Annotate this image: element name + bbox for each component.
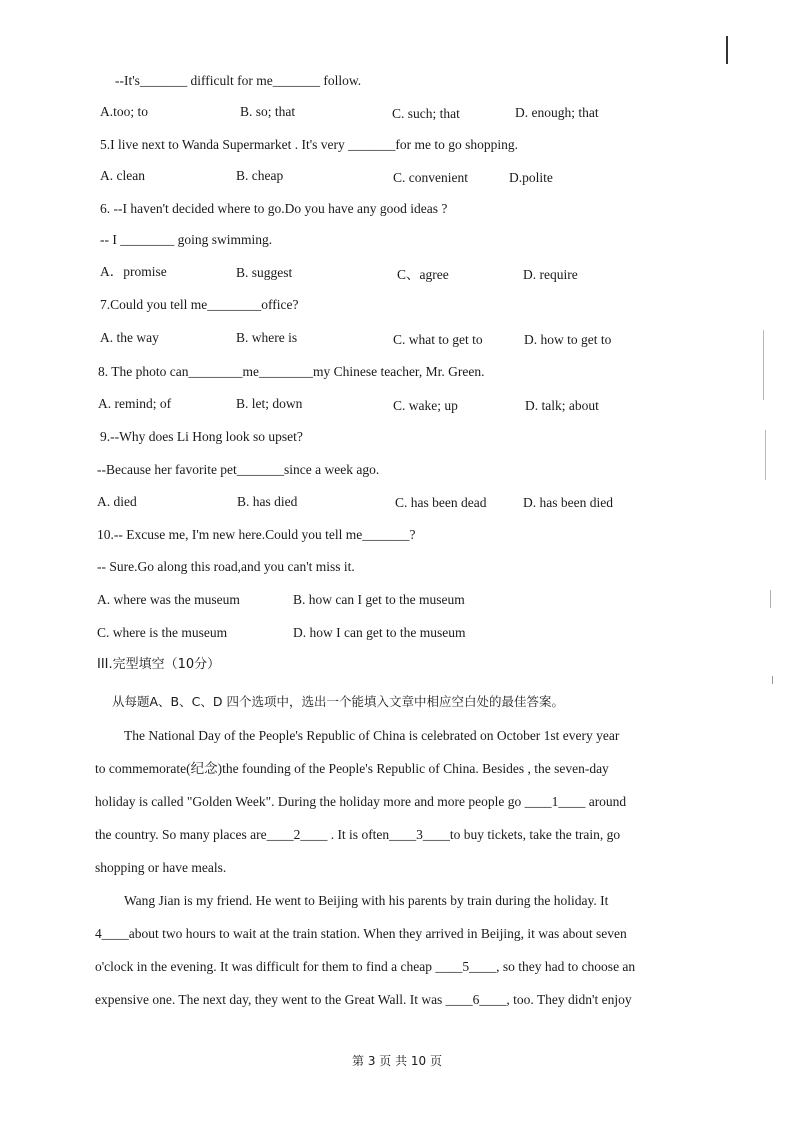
scan-artifact [770,590,771,608]
q4-option-c: C. such; that [392,106,460,121]
q5-stem: 5.I live next to Wanda Supermarket . It's very _______for me to go shopping. [100,137,519,152]
q6-option-b: B. suggest [236,265,293,280]
q9-option-d: D. has been died [523,495,613,510]
q7-stem: 7.Could you tell me________office? [100,297,299,312]
q8-option-b: B. let; down [236,396,303,411]
q4-option-b: B. so; that [240,104,296,119]
page-number: 第 3 页 共 10 页 [352,1054,442,1068]
q6-option-d: D. require [523,267,578,282]
q7-option-d: D. how to get to [524,332,612,347]
q8-option-d: D. talk; about [525,398,599,413]
q10-option-c: C. where is the museum [97,625,228,640]
passage-line: o'clock in the evening. It was difficult for them to find a cheap ____5____, so they had to choose an [95,959,636,974]
q8-option-a: A. remind; of [98,396,172,411]
passage-line: holiday is called "Golden Week". During the holiday more and more people go ____1____ around [95,794,627,809]
q4-option-d: D. enough; that [515,105,599,120]
q8-option-c: C. wake; up [393,398,458,413]
q6-option-a: A．promise [100,264,167,279]
scan-artifact [763,330,764,400]
q7-option-b: B. where is [236,330,298,345]
q10-option-d: D. how I can get to the museum [293,625,466,640]
scan-artifact [726,36,728,64]
q6-stem: 6. --I haven't decided where to go.Do you have any good ideas ? [100,201,448,216]
q7-option-c: C. what to get to [393,332,483,347]
q9-dialog: --Because her favorite pet_______since a week ago. [97,462,380,477]
q10-option-a: A. where was the museum [97,592,240,607]
q10-dialog: -- Sure.Go along this road,and you can't miss it. [97,559,355,574]
passage-line: The National Day of the People's Republic of China is celebrated on October 1st every year [124,728,620,743]
passage-line: 4____about two hours to wait at the train station. When they arrived in Beijing, it was about seven [95,926,627,941]
q7-option-a: A. the way [100,330,159,345]
section-instruction: 从每题A、B、C、D 四个选项中，选出一个能填入文章中相应空白处的最佳答案。 [112,694,564,709]
passage-line: Wang Jian is my friend. He went to Beijing with his parents by train during the holiday. It [124,893,609,908]
q8-stem: 8. The photo can________me________my Chinese teacher, Mr. Green. [98,364,485,379]
q10-option-b: B. how can I get to the museum [293,592,465,607]
q5-option-d: D.polite [509,170,553,185]
scan-artifact [772,676,773,684]
q6-option-c: C、agree [397,267,449,282]
q9-option-c: C. has been dead [395,495,487,510]
passage-line: to commemorate(纪念)the founding of the People's Republic of China. Besides , the seven-day [95,761,609,776]
q5-option-b: B. cheap [236,168,284,183]
q10-stem: 10.-- Excuse me, I'm new here.Could you tell me_______? [97,527,416,542]
q9-option-b: B. has died [237,494,298,509]
q4-option-a: A.too; to [100,104,149,119]
passage-line: expensive one. The next day, they went to the Great Wall. It was ____6____, too. They didn't enjoy [95,992,632,1007]
q6-dialog: -- I ________ going swimming. [100,232,273,247]
q9-stem: 9.--Why does Li Hong look so upset? [100,429,303,444]
passage-line: the country. So many places are____2____ . It is often____3____to buy tickets, take the train, go [95,827,621,842]
q5-option-c: C. convenient [393,170,468,185]
q5-option-a: A. clean [100,168,145,183]
scan-artifact [765,430,766,480]
section-heading: III.完型填空（10分） [97,657,221,672]
q9-option-a: A. died [97,494,137,509]
q4-dialog: --It's_______ difficult for me_______ follow. [115,73,362,88]
passage-line: shopping or have meals. [95,860,227,875]
